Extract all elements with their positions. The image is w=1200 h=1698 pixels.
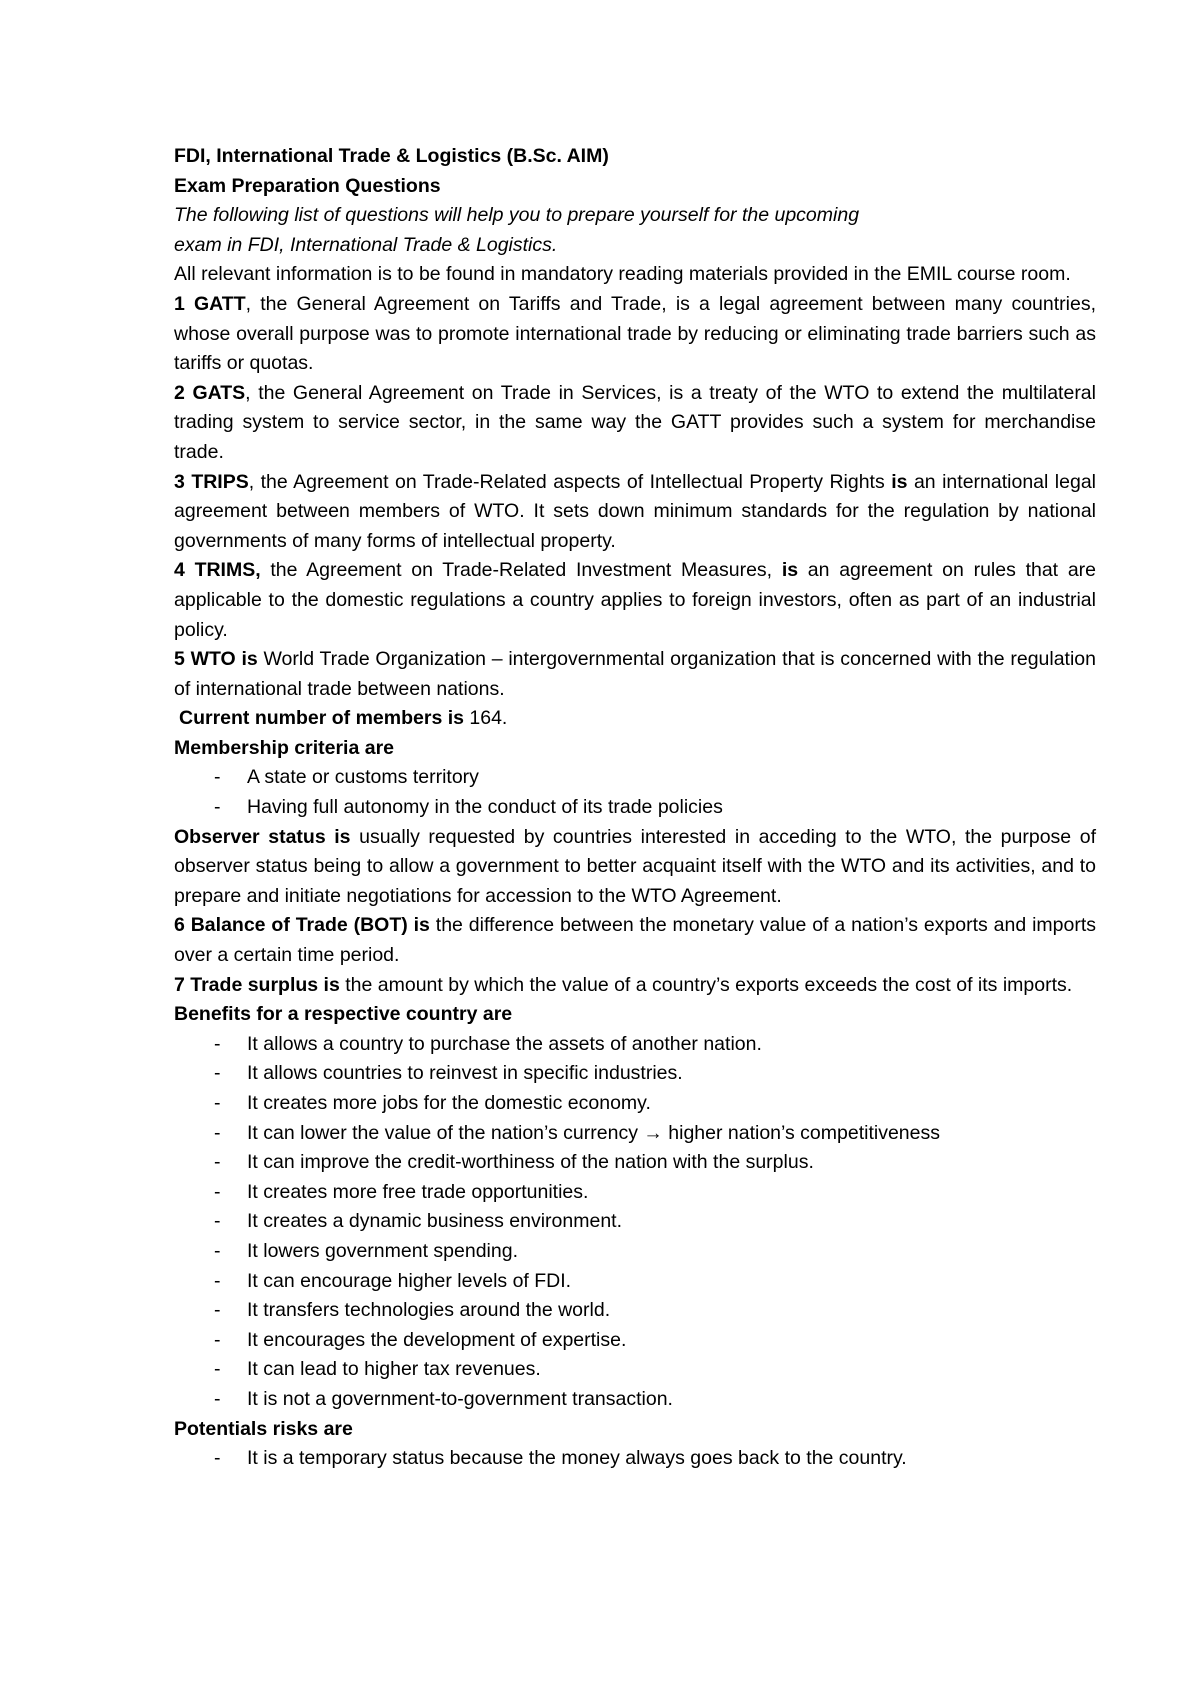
question-2-gats [174, 379, 1096, 468]
list-item-text: It creates a dynamic business environment. [247, 1210, 623, 1233]
question-3-is: is [891, 470, 908, 493]
risks-heading: Potentials risks are [174, 1417, 353, 1440]
list-item-text: It allows countries to reinvest in specific industries. [247, 1062, 683, 1085]
dash-bullet: - [214, 1062, 221, 1085]
question-7-is: is [318, 973, 340, 996]
question-1-gatt [174, 290, 1096, 379]
question-5-term: 5 WTO is [174, 648, 258, 671]
dash-bullet: - [214, 766, 221, 789]
members-count [174, 704, 1096, 734]
intro-text: All relevant information is to be found in mandatory reading materials provided in the EMIL course room. [174, 263, 1071, 286]
question-3-term: 3 TRIPS [174, 470, 249, 493]
observer-term: Observer status [174, 825, 326, 848]
question-4-text-2: an agreement on rules that are applicable to the domestic regulations a country applies to foreign investors, often as part of an industrial policy. [174, 559, 1096, 641]
list-item-text: It transfers technologies around the world. [247, 1299, 611, 1322]
list-item-text: It creates more free trade opportunities. [247, 1180, 589, 1203]
question-6-text: the difference between the monetary value of a nation’s exports and imports over a certain time period. [174, 914, 1097, 967]
question-2-term: 2 GATS [174, 381, 246, 404]
document-page [174, 142, 1096, 1474]
list-item-text: It lowers government spending. [247, 1239, 518, 1262]
list-item-text: It can improve the credit-worthiness of the nation with the surplus. [247, 1151, 814, 1174]
question-1-text: , the General Agreement on Tariffs and Trade, is a legal agreement between many countries, whose overall purpose was to promote international trade by reducing or eliminating trade barriers such as tariffs or quotas. [174, 292, 1097, 375]
list-item [174, 1267, 1096, 1297]
intro-italic-line-1: The following list of questions will help you to prepare yourself for the upcoming [174, 204, 860, 227]
list-item-text: It can encourage higher levels of FDI. [247, 1269, 572, 1292]
membership-list [174, 763, 1096, 822]
dash-bullet: - [214, 1269, 221, 1292]
dash-bullet: - [214, 1180, 221, 1203]
question-7-text: the amount by which the value of a country’s exports exceeds the cost of its imports. [339, 973, 1073, 996]
question-7-trade-surplus [174, 971, 1096, 1001]
question-4-term: 4 TRIMS, [174, 559, 261, 582]
list-item [174, 763, 1096, 793]
question-1-term: 1 GATT [174, 292, 246, 315]
dash-bullet: - [214, 1121, 221, 1144]
list-item [174, 1148, 1096, 1178]
question-5-wto [174, 645, 1096, 704]
dash-bullet: - [214, 1447, 221, 1470]
question-4-trims [174, 556, 1096, 645]
list-item-text: It encourages the development of expertise. [247, 1328, 627, 1351]
list-item-text: It creates more jobs for the domestic economy. [247, 1092, 651, 1114]
question-4-is: is [781, 559, 799, 582]
dash-bullet: - [214, 1328, 221, 1351]
document-subtitle: Exam Preparation Questions [174, 174, 441, 197]
dash-bullet: - [214, 1151, 221, 1174]
question-3-trips [174, 468, 1096, 557]
list-item [174, 1326, 1096, 1356]
list-item [174, 1355, 1096, 1385]
list-item-text: It can lower the value of the nation’s currency → higher nation’s competitiveness [247, 1121, 940, 1144]
list-item-text: It is not a government-to-government transaction. [247, 1387, 673, 1410]
question-6-bot [174, 911, 1096, 970]
dash-bullet: - [214, 1092, 221, 1114]
members-value: 164. [463, 707, 508, 730]
list-item [174, 1059, 1096, 1089]
risks-list [174, 1444, 1096, 1474]
dash-bullet: - [214, 1032, 221, 1055]
list-item [174, 1089, 1096, 1119]
list-item-text: A state or customs territory [247, 766, 479, 789]
list-item [174, 1178, 1096, 1208]
intro-italic-line-2: exam in FDI, International Trade & Logistics. [174, 233, 558, 256]
list-item [174, 1296, 1096, 1326]
observer-status [174, 823, 1096, 912]
list-item-text: It is a temporary status because the money always goes back to the country. [247, 1447, 907, 1470]
benefits-list [174, 1030, 1096, 1415]
question-3-text-2: an international legal agreement between members of WTO. It sets down minimum standards for the regulation by national governments of many forms of intellectual property. [174, 470, 1097, 552]
list-item [174, 1119, 1096, 1149]
observer-text: usually requested by countries interested in acceding to the WTO, the purpose of observer status being to allow a government to better acquaint itself with the WTO and its activities, and to prepare and initiate negotiations for accession to the WTO Agreement. [174, 825, 1096, 907]
question-5-text: World Trade Organization – intergovernmental organization that is concerned with the regulation of international trade between nations. [174, 648, 1096, 700]
list-item [174, 1207, 1096, 1237]
question-4-text: the Agreement on Trade-Related Investment Measures, [260, 559, 782, 582]
benefits-heading: Benefits for a respective country are [174, 1003, 513, 1026]
membership-heading: Membership criteria are [174, 736, 395, 759]
dash-bullet: - [214, 1239, 221, 1262]
document-title: FDI, International Trade & Logistics (B.Sc. AIM) [174, 145, 609, 167]
list-item-text: Having full autonomy in the conduct of its trade policies [247, 796, 723, 819]
list-item [174, 1237, 1096, 1267]
dash-bullet: - [214, 1299, 221, 1322]
list-item-text: It can lead to higher tax revenues. [247, 1358, 541, 1381]
dash-bullet: - [214, 1387, 221, 1410]
question-6-is: is [407, 914, 430, 937]
list-item [174, 1030, 1096, 1060]
list-item [174, 1444, 1096, 1474]
dash-bullet: - [214, 1210, 221, 1233]
list-item [174, 793, 1096, 823]
question-3-text: , the Agreement on Trade-Related aspects of Intellectual Property Rights [248, 470, 892, 493]
dash-bullet: - [214, 1358, 221, 1381]
observer-is: is [325, 825, 351, 848]
members-label: Current number of members is [179, 707, 464, 730]
question-6-term: 6 Balance of Trade (BOT) [174, 914, 408, 937]
list-item [174, 1385, 1096, 1415]
dash-bullet: - [214, 796, 221, 819]
list-item-text: It allows a country to purchase the assets of another nation. [247, 1032, 762, 1055]
question-2-text: , the General Agreement on Trade in Services, is a treaty of the WTO to extend the multilateral trading system to service sector, in the same way the GATT provides such a system for merchandise trade. [174, 381, 1096, 463]
question-7-term: 7 Trade surplus [174, 973, 319, 996]
